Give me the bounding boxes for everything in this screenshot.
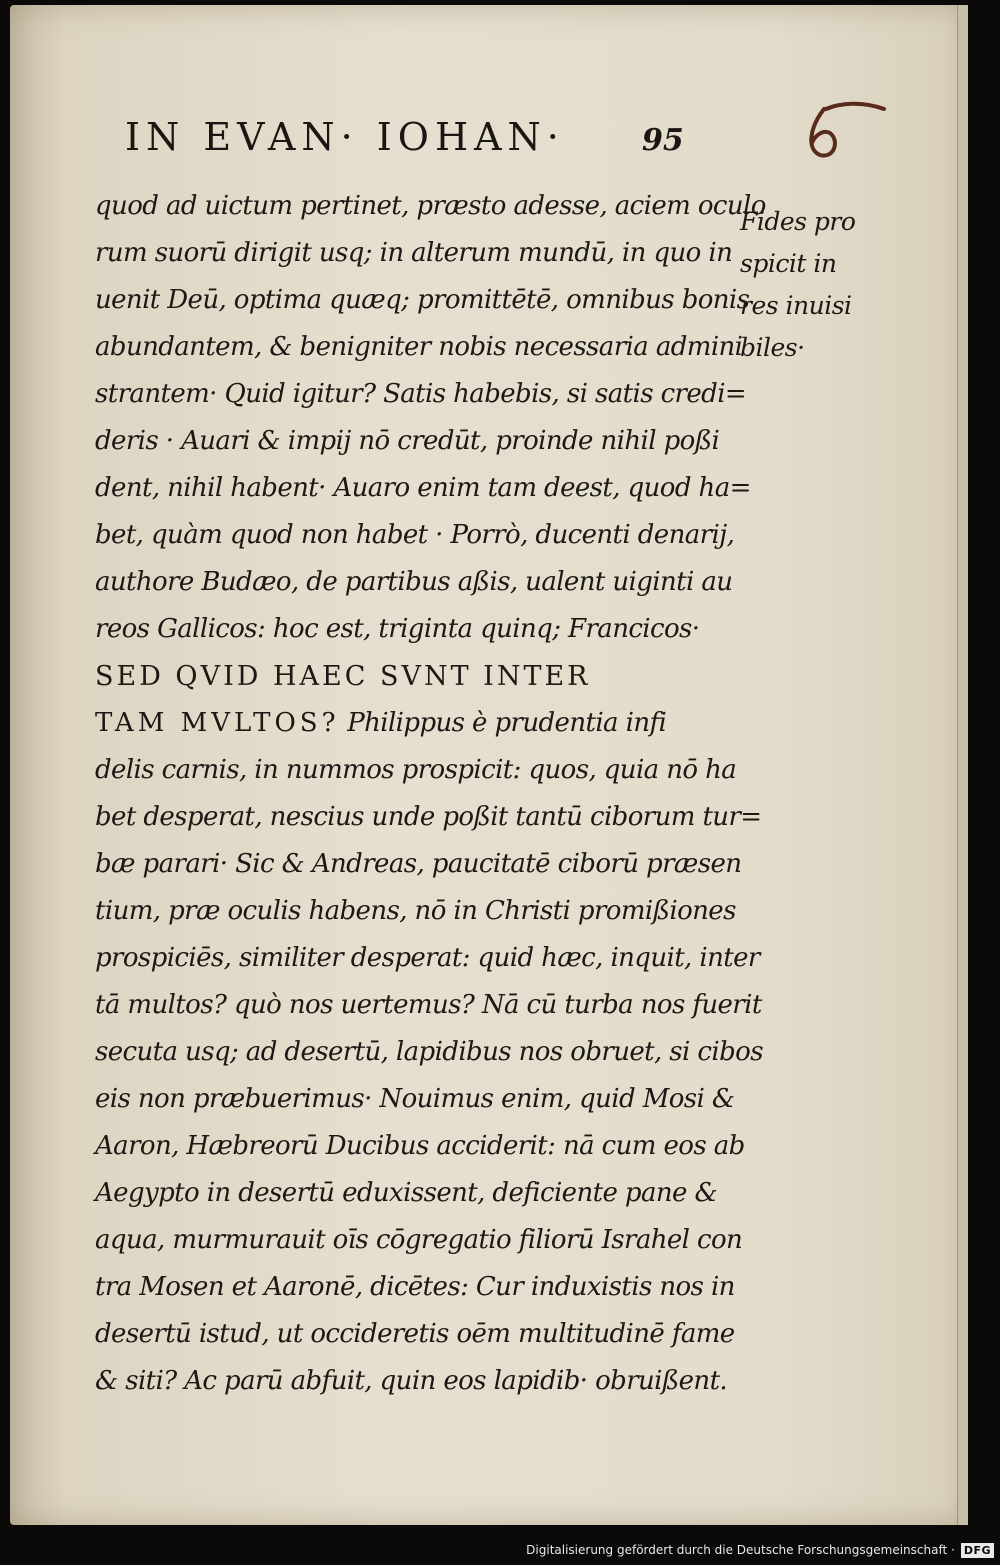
main-text-block (95, 183, 766, 1405)
book-page (10, 5, 968, 1525)
text-line-rest: Philippus è prudentia infi (339, 708, 667, 738)
text-line: authore Budæo, de partibus aßis, ualent uiginti au (95, 567, 733, 597)
text-line: & siti? Ac parū abfuit, quin eos lapidib· obruißent. (95, 1366, 728, 1396)
section-heading-part: TAM MVLTOS? (95, 708, 340, 738)
text-line: dent, nihil habent· Auaro enim tam deest, quod ha= (95, 473, 751, 503)
running-title: IN EVAN· IOHAN· (125, 115, 565, 159)
dfg-logo: DFG (961, 1543, 994, 1558)
text-line: reos Gallicos: hoc est, triginta quinq; Francicos· (95, 614, 700, 644)
text-line: Aegypto in desertū eduxissent, deficiente pane & (95, 1178, 717, 1208)
text-line: tium, præ oculis habens, nō in Christi promißiones (95, 896, 736, 926)
margin-note (740, 201, 870, 369)
text-line: abundantem, & benigniter nobis necessaria admini (95, 332, 743, 362)
margin-note-line: spicit in (740, 249, 837, 278)
text-line: rum suorū dirigit usq; in alterum mundū, in quo in (95, 238, 733, 268)
text-line: strantem· Quid igitur? Satis habebis, si satis credi= (95, 379, 747, 409)
text-line: aqua, murmurauit oīs cōgregatio filiorū Israhel con (95, 1225, 743, 1255)
text-line: desertū istud, ut occideretis oēm multitudinē fame (95, 1319, 735, 1349)
text-line: delis carnis, in nummos prospicit: quos, quia nō ha (95, 755, 737, 785)
footer-credit (526, 1541, 994, 1559)
text-line: bet desperat, nescius unde poßit tantū ciborum tur= (95, 802, 762, 832)
text-line: tā multos? quò nos uertemus? Nā cū turba nos fuerit (95, 990, 762, 1020)
text-line: bæ parari· Sic & Andreas, paucitatē ciborū præsen (95, 849, 742, 879)
margin-note-line: Fides pro (740, 207, 856, 236)
text-line: Aaron, Hæbreorū Ducibus acciderit: nā cum eos ab (95, 1131, 745, 1161)
margin-note-line: biles· (740, 333, 805, 362)
text-line: quod ad uictum pertinet, præsto adesse, aciem oculo (95, 191, 766, 221)
text-line: uenit Deū, optima quæq; promittētē, omnibus bonis (95, 285, 750, 315)
page-edge (957, 5, 968, 1525)
text-line: bet, quàm quod non habet · Porrò, ducenti denarij, (95, 520, 735, 550)
text-line: prospiciēs, similiter desperat: quid hæc, inquit, inter (95, 943, 760, 973)
folio-number: 95 (642, 123, 684, 158)
footer-text: Digitalisierung gefördert durch die Deutsche Forschungsgemeinschaft · (526, 1543, 955, 1557)
section-heading: SED QVID HAEC SVNT INTER (95, 661, 591, 692)
text-line: eis non præbuerimus· Nouimus enim, quid Mosi & (95, 1084, 735, 1114)
text-line: deris · Auari & impij nō credūt, proinde nihil poßi (95, 426, 720, 456)
handwritten-page-number (800, 97, 890, 167)
margin-note-line: res inuisi (740, 291, 852, 320)
text-line: secuta usq; ad desertū, lapidibus nos obruet, si cibos (95, 1037, 763, 1067)
text-line: tra Mosen et Aaronē, dicētes: Cur induxistis nos in (95, 1272, 735, 1302)
section-heading-continuation (95, 700, 745, 747)
